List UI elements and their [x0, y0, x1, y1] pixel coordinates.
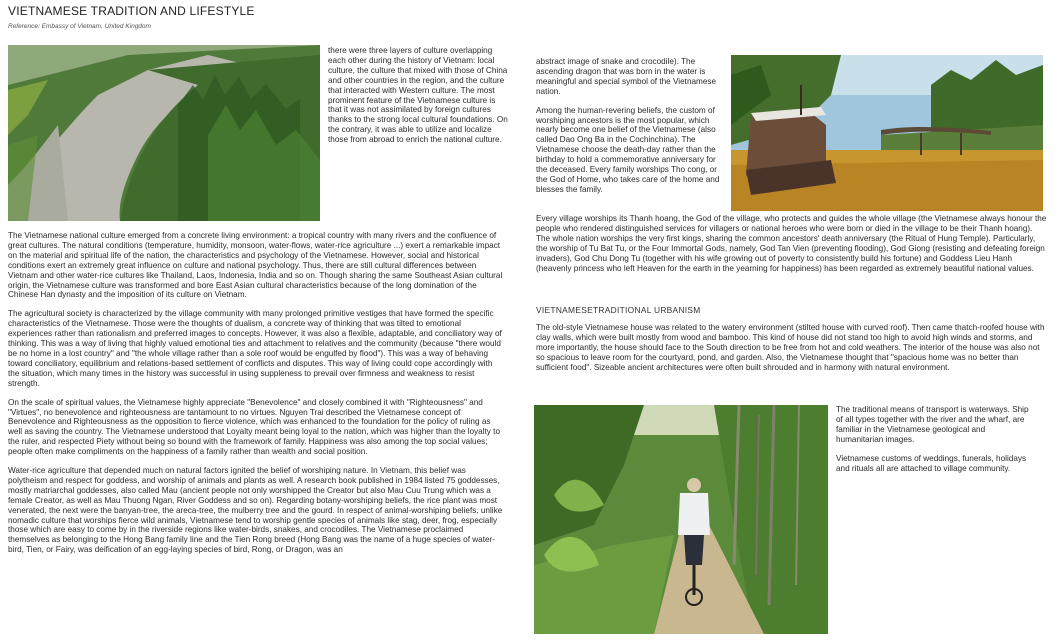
intro-paragraph: there were three layers of culture overlapping each other during the history of Vietnam: local culture, the culture that mixed with those of China and other countries in the region, and the culture that interacted with Western culture. The most prominent feature of the Vietnamese culture is that it was not assimilated by foreign cultures thanks to the strong local cultural foundations. On the contrary, it was able to utilize and localize those from abroad to enrich the national culture.	[328, 46, 508, 145]
house-paragraph: The old-style Vietnamese house was related to the watery environment (stilted house with curved roof). Then came thatch-roofed house with clay walls, which were built mostly from wood and bamboo. This kind of house did not stand too high to avoid high winds and storms, and more importantly, the house should face to the South direction to be free from hot and cold weathers. The interior of the house was also not so spacious to leave room for the courtyard, pond, and garden. Also, the Vietnamese thought that "spacious home was no better than sufficient food". Sizeable ancient architectures were often built shrouded and in harmony with natural environment.	[536, 323, 1045, 372]
page-title: VIETNAMESE TRADITION AND LIFESTYLE	[8, 4, 255, 18]
values-paragraph: On the scale of spiritual values, the Vietnamese highly appreciate "Benevolence" and closely combined it with "Righteousness" and "Virtues", no benevolence and righteousness are tantamount to no virtues. Nguyen Trai described the Vietnamese concept of Benevolence and Righteousness as the opposition to fierce violence, which was enhanced to the foundation for the policy of ruling as well as saving the country. The Vietnamese understood that Loyalty meant being loyal to the nation, which was higher than the loyalty to the ruler, and respected Piety without being so bound with the framework of family. Happiness was also among the top social values; people often make compliments on the happiness of a family rather than wealth and social position.	[8, 397, 501, 457]
agriculture-paragraph: The agricultural society is characterized by the village community with many prolonged primitive vestiges that have formed the specific characteristics of the Vietnamese. Those were the thoughts of dualism, a concrete way of thinking that was tilted to emotional experiences rather than rationalism and preferred images to concepts. However, it was also a flexible, adaptable, and conciliatory way of thinking. This was a way of living that highly valued emotional ties and attachment to relatives and the community (because "there would be no home in a lost country" and "the whole village rather than a sole roof would be engulfed by flood"). This was a way of behaving toward conciliatory, equilibrium and relations-based settlement of conflicts and disputes. This way of living could cope accordingly with the situation, which many times in the history was successful in using suppleness to prevail over firmness and weakness to resist strength.	[8, 309, 502, 388]
canal-photo	[8, 45, 320, 221]
reference-note: Reference: Embassy of Vietnam, United Kingdom	[8, 23, 151, 30]
cyclist-path-photo	[534, 405, 828, 634]
river-boats-photo	[731, 55, 1043, 211]
dragon-paragraph: abstract image of snake and crocodile). The ascending dragon that was born in the water is meaningful and special symbol of the Vietnamese nation.	[536, 57, 717, 96]
worship-paragraph: Water-rice agriculture that depended much on natural factors ignited the belief of worshiping nature. In Vietnam, this belief was polytheism and respect for goddess, and worship of animals and plants as well. A research book published in 1984 listed 75 goddesses, mostly matriarchal goddesses, also called Mau (ancient people not only worshipped the Creator but also Mau Cuu Trung which was a female Creator, as well as Mau Thuong Ngan, River Goddess and so on). Regarding botany-worshiping beliefs, the rice plant was most venerated, the next were the banyan-tree, the areca-tree, the mulberry tree and the gourd. In respect of animal-worshiping beliefs, unlike nomadic culture that worships fierce wild animals, Vietnamese tend to worship gentle species of animals like stag, deer, frog, especially those which are easy to come by in the riverside regions like water-birds, snakes, and crocodiles. The Vietnamese proclaimed themselves as belonging to the Hong Bang family line and the Tien Rong breed (Hong Bang was the name of a huge species of water-bird, Tien, or Fairy, was deification of an egg-laying species of bird, Rong, or Dragon, was an	[8, 466, 503, 555]
ancestors-paragraph: Among the human-revering beliefs, the custom of worshiping ancestors is the most popular, which nearly become one belief of the Vietnamese (also called Dao Ong Ba in the Cochinchina). The Vietnamese choose the death-day rather than the birthday to hold a commemorative anniversary for the deceased. Every family worships Tho cong, or the God of Home, who takes care of the home and blesses the family.	[536, 105, 720, 194]
culture-paragraph: The Vietnamese national culture emerged from a concrete living environment: a tropical country with many rivers and the confluence of great cultures. The natural conditions (temperature, humidity, monsoon, water-flows, water-rice agriculture ...) exert a remarkable impact on the material and spiritual life of the nation, the characteristics and psychology of the Vietnamese. However, social and historical conditions exert an extremely great influence on culture and national psychology. Thus, there are still cultural differences between Vietnam and other water-rice cultures like Thailand, Laos, Indonesia, India and so on. Though sharing the same Southeast Asian cultural origin, the Vietnamese culture was transformed and bore East Asian cultural characteristics because of the long domination of the Chinese Han dynasty and the imposition of its culture on Vietnam.	[8, 231, 503, 300]
village-paragraph: Every village worships its Thanh hoang, the God of the village, who protects and guides the whole village (the Vietnamese always honour the people who rendered distinguished services for villagers or national heroes who were born or died in the village to be their Thanh hoang). The whole nation worships the very first kings, sharing the common ancestors' death anniversary (the Ritual of Hung Temple). Particularly, the worship of Tu Bat Tu, or the Four Immortal Gods, namely, God Tan Vien (preventing flooding), God Giong (resisting and defeating foreign invaders), God Chu Dong Tu (together with his wife growing out of poverty to consistently build his fortune) and Goddess Lieu Hanh (heavenly princess who left Heaven for the earth in the yearning for happiness) has been regarded as extremely beautiful national values.	[536, 214, 1047, 273]
urbanism-heading: VIETNAMESETRADITIONAL URBANISM	[536, 305, 701, 315]
customs-paragraph: Vietnamese customs of weddings, funerals, holidays and rituals all are attached to village community.	[836, 453, 1027, 473]
transport-paragraph: The traditional means of transport is waterways. Ship of all types together with the river and the wharf, are familiar in the Vietnamese geological and humanitarian images.	[836, 405, 1029, 444]
